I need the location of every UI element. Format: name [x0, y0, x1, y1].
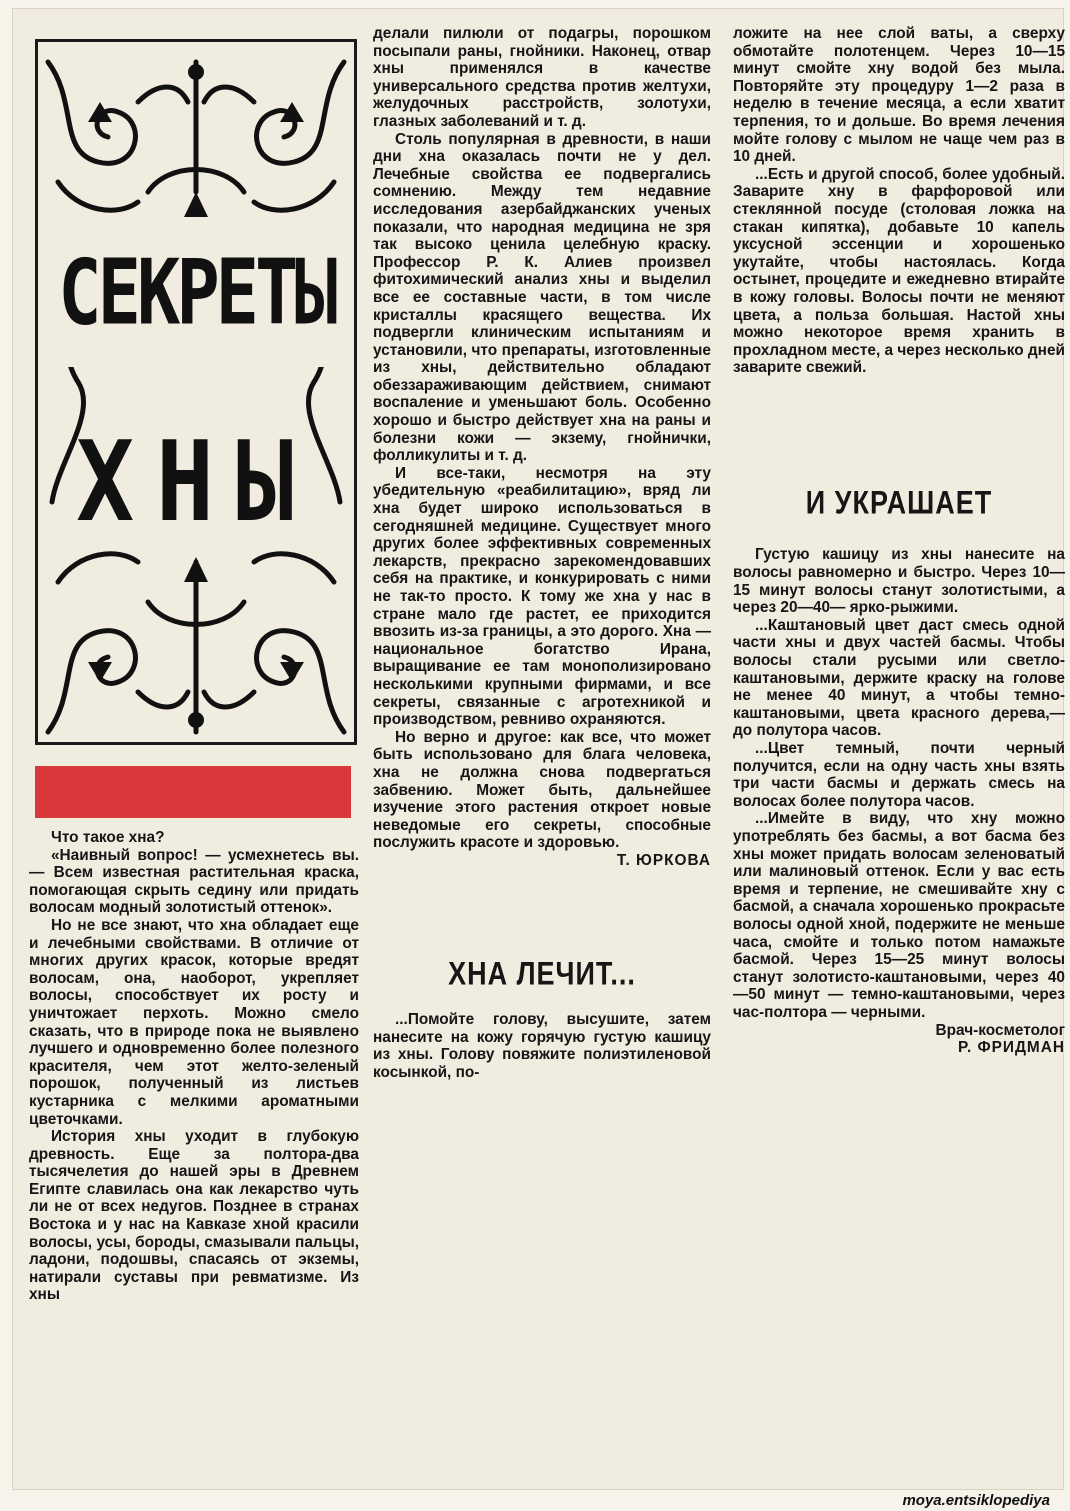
ornament-decoration — [38, 42, 354, 742]
paragraph: Но верно и другое: как все, что может быть использовано для блага человека, хна не должна снова подвергаться забвению. Может быть, дальнейшее изучение этого растения откроет новые неведомые его секреты, способные послужить красоте и здоровью. — [373, 728, 711, 852]
title-banner — [35, 39, 357, 745]
author-signature: Т. ЮРКОВА — [616, 851, 711, 869]
column-2 — [373, 25, 711, 1081]
paragraph: ложите на нее слой ваты, а сверху обмотайте полотенцем. Через 10—15 минут смойте хну водой без мыла. Повторяйте эту процедуру 1—2 раза в неделю в течение месяца, а если хватит терпения, то и дольше. Во время лечения мойте голову с мылом не чаще чем раз в 10 дней. — [733, 25, 1065, 166]
paragraph: Столь популярная в древности, в наши дни хна оказалась почти не у дел. Лечебные свойства ее подвергались сомнению. Между тем недавние исследования азербайджанских ученых показали, что народная медицина не зря так высоко ценила целебную краску. Профессор Р. К. Алиев произвел фитохимический анализ хны и выделил все ее составные части, в том числе кристаллы красящего вещества. Их подвергли клиническим испытаниям и установили, что препараты, изготовленные из хны, действительно обладают обеззараживающим действием, снимают воспаление и уменьшают боль. Особенно хорошо и быстро действует хна на раны и болезни кожи — экзему, гнойнички, фолликулиты и т. д. — [373, 130, 711, 465]
author-role: Врач-косметолог — [935, 1021, 1065, 1039]
paragraph: «Наивный вопрос! — усмехнетесь вы.— Всем известная растительная краска, помогающая скрыть седину или придать волосам модный золотистый оттенок». — [29, 846, 359, 917]
paragraph: ...Есть и другой способ, более удобный. Заварите хну в фарфоровой или стеклянной посуде (столовая ложка на стакан кипятка), добавьте 10 капель уксусной эссенции и хорошенько укутайте, чтобы настоялась. Когда остынет, процедите и ежедневно втирайте в кожу головы. Волосы почти не меняют цвета, а польза большая. Настой хны можно некоторое время хранить в прохладном месте, а через несколько дней заварите свежий. — [733, 165, 1065, 377]
red-bar — [35, 766, 351, 818]
title-line-1: СЕКРЕТЫ — [38, 217, 354, 367]
watermark: moya.entsiklopediya — [902, 1492, 1050, 1509]
paragraph: делали пилюли от подагры, порошком посыпали раны, гнойники. Наконец, отвар хны применялся в качестве универсального средства против желтухи, желудочных расстройств, золотухи, глазных заболеваний и т. д. — [373, 25, 711, 130]
paragraph: ...Помойте голову, высушите, затем нанесите на кожу горячую густую кашицу из хны. Голову повяжите полиэтиленовой косынкой, по- — [373, 1011, 711, 1081]
section-heading: ХНА ЛЕЧИТ... — [448, 955, 636, 992]
paragraph: ...Каштановый цвет даст смесь одной части хны и двух частей басмы. Чтобы волосы стали русыми или светло-каштановыми, держите краску на голове не менее 40 минут, а чтобы темно-каштановыми, цвета красного дерева,— до полутора часов. — [733, 616, 1065, 740]
paragraph: Густую кашицу из хны нанесите на волосы равномерно и быстро. Через 10—15 минут волосы станут золотистыми, а через 20—40— ярко-рыжими. — [733, 546, 1065, 617]
paragraph: История хны уходит в глубокую древность. Еще за полтора-два тысячелетия до нашей эры в Древнем Египте славилась она как лекарство чуть ли не от всех недугов. Позднее в странах Востока и у нас на Кавказе хной красили волосы, усы, бороды, смазывали пальцы, ладони, подошвы, спасаясь от экземы, натирали суставы при ревматизме. Из хны — [29, 1128, 359, 1304]
author-signature: Р. ФРИДМАН — [958, 1039, 1065, 1057]
paragraph: И все-таки, несмотря на эту убедительную «реабилитацию», вряд ли хна будет широко использоваться в сегодняшней медицине. Существует много других более эффективных современных лекарств, прекрасно зарекомендовавших себя на практике, и конкурировать с ними не так-то просто. К тому же хна у нас в стране мало где растет, ее приходится ввозить из-за границы, а это дорого. Хна — национальное богатство Ирана, выращивание ее там монополизировано несколькими крупными фирмами, и все секреты, связанные с агротехникой и производством, ревниво охраняются. — [373, 464, 711, 729]
title-line-2: ХНЫ — [76, 417, 316, 547]
column-3 — [733, 25, 1065, 1057]
newspaper-clipping — [12, 8, 1064, 1490]
section-heading: И УКРАШАЕТ — [805, 484, 993, 521]
column-1 — [29, 829, 359, 1304]
paragraph: Что такое хна? — [51, 829, 165, 846]
paragraph: Но не все знают, что хна обладает еще и лечебными свойствами. В отличие от многих других красок, которые вредят волосам, она, наоборот, укрепляет волосы, способствует их росту и уничтожает перхоть. Можно смело сказать, что в природе пока не выявлено лучшего и одновременно более полезного красителя, чем этот желто-зеленый порошок, полученный из листьев кустарника с мелкими ароматными цветочками. — [29, 916, 359, 1128]
paragraph: ...Имейте в виду, что хну можно употреблять без басмы, а вот басма без хны может придать волосам зеленоватый или малиновый оттенок. Если у вас есть время и терпение, не смешивайте хну с басмой, а сначала хорошенько прокрасьте волосы одной хной, подержите не меньше часа, смойте и только потом намажьте басмой. Через 15—25 минут волосы станут золотисто-каштановыми, через 40—50 минут — темно-каштановыми, через час-полтора — черными. — [733, 810, 1065, 1021]
paragraph: ...Цвет темный, почти черный получится, если на одну часть хны взять три части басмы и держать смесь на волосах более полутора часов. — [733, 740, 1065, 810]
